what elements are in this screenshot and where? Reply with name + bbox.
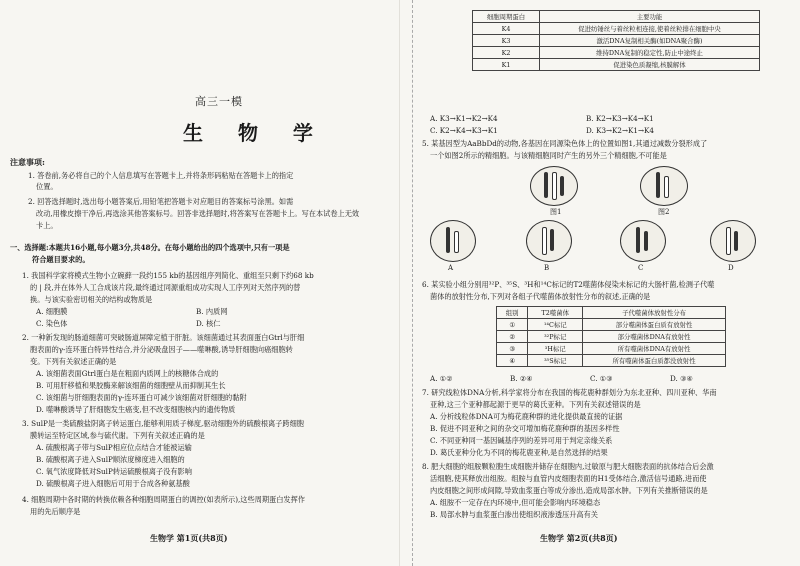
- q7-option-c: C. 不同亚种同一基因碱基序列的差异可用于判定亲缘关系: [430, 436, 613, 445]
- table-header: 主要功能: [540, 11, 760, 23]
- table-row: [497, 319, 726, 331]
- q2-option-c: C. 该细菌与肝细胞表面的γ-连环蛋白可减少该细菌对肝细胞的黏附: [36, 393, 247, 402]
- chromosome: [544, 172, 548, 198]
- option-d-cell: [710, 220, 756, 262]
- exam-title: 高三一模: [195, 95, 243, 108]
- question-2-line: 变。下列有关叙述正确的是: [30, 357, 117, 366]
- table-cell: 所有噬菌体蛋白质都没放射性: [583, 355, 726, 367]
- chromosome: [636, 227, 640, 253]
- table-cell: ³H标记: [528, 343, 583, 355]
- table-row: [497, 331, 726, 343]
- figure-1-label: 图1: [550, 208, 562, 216]
- q6-option-d: D. ③④: [670, 374, 693, 383]
- q6-option-b: B. ②④: [510, 374, 533, 383]
- option-b-label: B: [544, 264, 550, 272]
- table-cell: ¹⁴C标记: [528, 319, 583, 331]
- table-cell: ③: [497, 343, 528, 355]
- option-c-cell: [620, 220, 666, 262]
- chromosome: [552, 172, 557, 200]
- question-6-line: 菌体的放射性分布,下列对各组子代噬菌体放射性分布的叙述,正确的是: [430, 292, 651, 301]
- chromosome: [726, 227, 731, 255]
- option-a-cell: [430, 220, 476, 262]
- chromosome: [734, 231, 738, 251]
- question-2-line: 2. 一种新发现的肠道细菌可突破肠道屏障定植于肝脏。该细菌通过其表面蛋白Gtrl与肝细: [22, 333, 305, 342]
- question-4-line: 用的先后顺序是: [30, 507, 81, 516]
- table-cell: ³⁵S标记: [528, 355, 583, 367]
- table-header: 组别: [497, 307, 528, 319]
- chromosome: [446, 227, 450, 253]
- question-2-line: 胞表面的γ-连环蛋白特异性结合,并分泌吸盘因子——噬啉酸,诱导肝细胞向癌细胞转: [30, 345, 293, 354]
- question-4-line: 4. 细胞周期中各时期的转换依赖各种细胞周期蛋白的调控(如表所示),这些周期蛋白发挥作: [22, 495, 305, 504]
- table-cell: K1: [473, 59, 540, 71]
- notice-line: 改动,用橡皮擦干净后,再选涂其他答案标号。回答非选择题时,将答案写在答题卡上。写在本试卷上无效: [36, 209, 360, 218]
- table-cell: 维持DNA复制的稳定性,防止中途终止: [540, 47, 760, 59]
- binding-line: [412, 0, 413, 566]
- notice-line: 位置。: [36, 182, 58, 191]
- question-5-line: 一个如图2所示的精细胞。与该精细胞同时产生的另外三个精细胞,不可能是: [430, 151, 667, 160]
- q7-option-a: A. 分析线粒体DNA可为梅花鹿种群的进化提供最直接的证据: [430, 412, 623, 421]
- table-cell: 部分噬菌体蛋白质有放射性: [583, 319, 726, 331]
- table-cell: 所有噬菌体DNA有放射性: [583, 343, 726, 355]
- chromosome: [664, 176, 669, 198]
- phage-table: [496, 306, 726, 367]
- cyclin-table: [472, 10, 760, 71]
- q8-option-a: A. 组胺不一定存在内环境中,但可能会影响内环境稳态: [430, 498, 601, 507]
- q1-option-c: C. 染色体: [36, 319, 68, 328]
- question-7-line: 7. 研究线粒体DNA分析,科学家将分布在我国的梅花鹿种群划分为东北亚种、四川亚种、华南: [422, 388, 717, 397]
- question-7-line: 亚种,这三个亚种都起源于更早的葛氏亚种。下列有关叙述错误的是: [430, 400, 641, 409]
- question-8-line: 内皮细胞之间形成间隙,导致血浆蛋白等成分渗出,造成局部水肿。下列有关推断错误的是: [430, 486, 708, 495]
- table-header: 子代噬菌体放射性分布: [583, 307, 726, 319]
- question-8-line: 活细胞,使其释放出组胺。组胺与血管内皮细胞表面的H1受体结合,激活信号通路,进而使: [430, 474, 707, 483]
- table-row: [473, 23, 760, 35]
- question-1-line: 换。与该实验密切相关的结构或物质是: [30, 295, 153, 304]
- q2-option-a: A. 该细菌表面Gtrl蛋白是在粗面内质网上的核糖体合成的: [36, 369, 219, 378]
- q7-option-d: D. 葛氏亚种分化为不同的梅花鹿亚种,是自然选择的结果: [430, 448, 608, 457]
- option-b-cell: [526, 220, 572, 262]
- q2-option-b: B. 可用肝移植和果胶酶来解该细菌的细胞壁从而抑制其生长: [36, 381, 226, 390]
- chromosome: [542, 227, 547, 255]
- table-row: [473, 47, 760, 59]
- table-cell: ②: [497, 331, 528, 343]
- q6-option-a: A. ①②: [430, 374, 453, 383]
- exam-page-2: [400, 0, 800, 566]
- option-c-label: C: [638, 264, 644, 272]
- section-heading: 符合题目要求的。: [32, 255, 90, 264]
- table-cell: K2: [473, 47, 540, 59]
- table-cell: ³²P标记: [528, 331, 583, 343]
- q1-option-b: B. 内质网: [196, 307, 228, 316]
- question-1-line: 的 | 段,并在体外人工合成该片段,最终通过同源重组成功实现人工序列对天然序列的替: [30, 283, 301, 292]
- notice-line: 2. 回答选择题时,选出每小题答案后,用铅笔把答题卡对应题目的答案标号涂黑。如需: [28, 197, 294, 206]
- notice-line: 卡上。: [36, 221, 58, 230]
- table-header: 细胞周期蛋白: [473, 11, 540, 23]
- section-heading: 一、选择题:本题共16小题,每小题3分,共48分。在每小题给出的四个选项中,只有一项是: [10, 243, 290, 252]
- question-6-line: 6. 某实验小组分别用³²P、³⁵S、³H和¹⁴C标记的T2噬菌体侵染未标记的大肠杆菌,检测子代噬: [422, 280, 715, 289]
- q3-option-a: A. 硫酸根离子带与SulP相应位点结合才能被运输: [36, 443, 192, 452]
- chromosome: [454, 231, 459, 253]
- q3-option-b: B. 硫酸根离子进入SulP顺浓度梯度进入细胞的: [36, 455, 185, 464]
- q8-option-b: B. 局部水肿与血浆蛋白渗出使组织液渗透压升高有关: [430, 510, 598, 519]
- table-cell: 部分噬菌体DNA有放射性: [583, 331, 726, 343]
- chromosome: [656, 172, 660, 198]
- table-row: [473, 35, 760, 47]
- table-row: [497, 343, 726, 355]
- q4-option-b: B. K2→K3→K4→K1: [586, 114, 654, 123]
- page-footer: 生物学 第1页(共8页): [150, 533, 228, 543]
- q1-option-a: A. 细胞膜: [36, 307, 68, 316]
- q4-option-a: A. K3→K1→K2→K4: [430, 114, 498, 123]
- q4-option-d: D. K3→K2→K1→K4: [586, 126, 654, 135]
- page-footer: 生物学 第2页(共8页): [540, 533, 618, 543]
- q2-option-d: D. 噬啉酸诱导了肝细胞发生癌变,但不改变细胞核内的遗传物质: [36, 405, 236, 414]
- notice-line: 1. 答卷前,务必将自己的个人信息填写在答题卡上,并将条形码粘贴在答题卡上的指定: [28, 171, 294, 180]
- q4-option-c: C. K2→K4→K3→K1: [430, 126, 498, 135]
- table-row: [473, 59, 760, 71]
- chromosome: [560, 176, 564, 196]
- question-5-line: 5. 某基因型为AaBbDd的动物,各基因在同源染色体上的位置如图1,其通过减数分裂形成了: [422, 139, 708, 148]
- q3-option-c: C. 氧气浓度降低对SulP转运硫酸根离子没有影响: [36, 467, 192, 476]
- q6-option-c: C. ①③: [590, 374, 613, 383]
- table-cell: 激活DNA复制相关酶(如DNA聚合酶): [540, 35, 760, 47]
- table-header: T2噬菌体: [528, 307, 583, 319]
- notice-title: 注意事项:: [10, 157, 45, 167]
- question-3-line: 膜转运至特定区域,参与硫代谢。下列有关叙述正确的是: [30, 431, 205, 440]
- chromosome: [644, 231, 648, 251]
- question-3-line: 3. SulP是一类硫酸盐阴离子转运蛋白,能够利用质子梯度,驱动细胞外的硫酸根离子跨细胞: [22, 419, 304, 428]
- question-8-line: 8. 肥大细胞的组胺颗粒胞生成细胞并储存在细胞内,过敏原与肥大细胞表面的抗体结合后会激: [422, 462, 714, 471]
- table-cell: ④: [497, 355, 528, 367]
- table-cell: 促进纺锤丝与着丝粒相连接,使着丝粒排在细胞中央: [540, 23, 760, 35]
- table-cell: K3: [473, 35, 540, 47]
- chromosome: [550, 229, 554, 251]
- q1-option-d: D. 核仁: [196, 319, 221, 328]
- table-cell: 促进染色质凝缩,核膜解体: [540, 59, 760, 71]
- q3-option-d: D. 硫酸根离子进入细胞后可用于合成各种氨基酸: [36, 479, 190, 488]
- option-a-label: A: [448, 264, 454, 272]
- subject-title: 生 物 学: [183, 121, 327, 145]
- table-cell: K4: [473, 23, 540, 35]
- table-row: [497, 355, 726, 367]
- question-1-line: 1. 我国科学家将模式生物小立碗藓一段约155 kb的基因组序列简化、重组至只剩下约68 kb: [22, 271, 314, 280]
- option-d-label: D: [728, 264, 734, 272]
- q7-option-b: B. 促进不同亚种之间的杂交可增加梅花鹿种群的基因多样性: [430, 424, 620, 433]
- table-cell: ①: [497, 319, 528, 331]
- figure-2-label: 图2: [658, 208, 670, 216]
